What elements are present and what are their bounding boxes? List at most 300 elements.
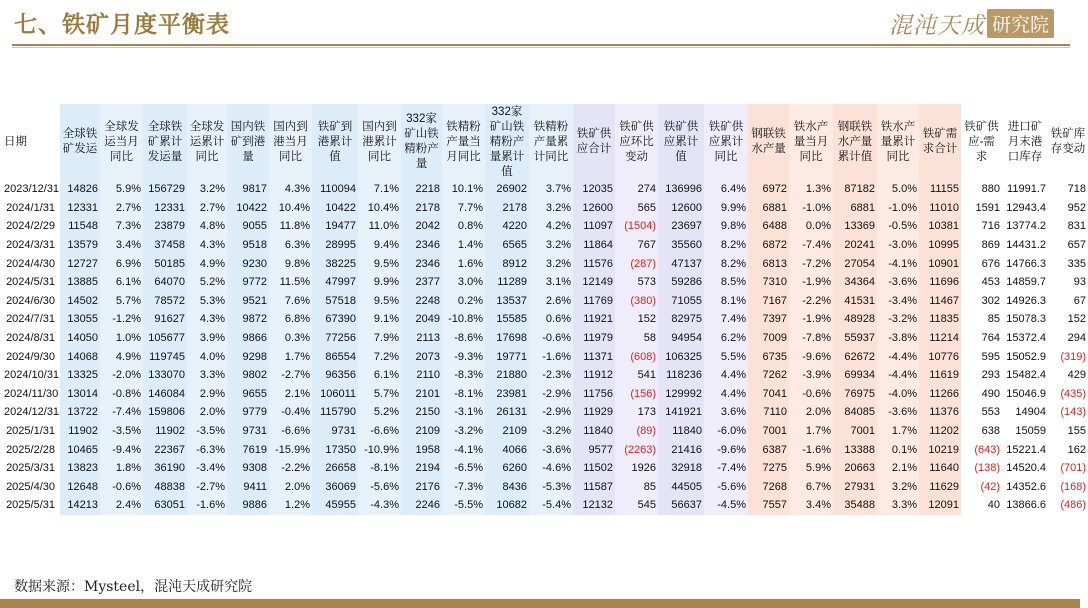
table-cell: 14904 xyxy=(1002,403,1048,422)
table-cell: 141921 xyxy=(658,403,704,422)
table-cell: 3.4% xyxy=(789,496,833,515)
table-cell: 12600 xyxy=(658,199,704,218)
table-cell: 490 xyxy=(961,385,1002,404)
table-cell: (143) xyxy=(1048,403,1088,422)
table-cell: 12331 xyxy=(143,199,187,218)
table-cell: 3.0% xyxy=(442,273,485,292)
table-cell: 9411 xyxy=(227,478,269,497)
table-cell: -4.0% xyxy=(877,385,919,404)
table-cell: -7.4% xyxy=(789,236,833,255)
table-cell: 105677 xyxy=(143,329,187,348)
logo-text: 混沌天成 xyxy=(888,12,985,39)
table-cell: -0.4% xyxy=(269,403,312,422)
table-cell: 15052.9 xyxy=(1002,347,1048,366)
table-cell: 9055 xyxy=(227,217,269,236)
table-cell: 2.1% xyxy=(269,385,312,404)
table-cell: 4.2% xyxy=(529,217,573,236)
table-cell: 9308 xyxy=(227,459,269,478)
table-cell: -6.3% xyxy=(187,440,227,459)
table-cell: -5.4% xyxy=(529,496,573,515)
table-cell: 152 xyxy=(1048,310,1088,329)
table-cell: 7310 xyxy=(748,273,789,292)
table-cell: 118236 xyxy=(658,366,704,385)
balance-table xyxy=(2,104,1088,515)
table-cell: -5.5% xyxy=(442,496,485,515)
table-cell: (168) xyxy=(1048,478,1088,497)
column-header: 332家矿山铁精粉产量累计值 xyxy=(485,104,529,180)
table-cell: 541 xyxy=(615,366,658,385)
table-cell: 2.9% xyxy=(187,385,227,404)
table-cell: -10.9% xyxy=(358,440,401,459)
table-cell: 7268 xyxy=(748,478,789,497)
table-cell: -6.0% xyxy=(704,422,748,441)
table-cell: 17698 xyxy=(485,329,529,348)
table-cell: 50185 xyxy=(143,254,187,273)
table-cell: -1.2% xyxy=(100,310,143,329)
table-cell: 12035 xyxy=(573,180,615,199)
table-cell: 3.2% xyxy=(529,254,573,273)
table-cell: 2049 xyxy=(401,310,442,329)
table-cell: 13722 xyxy=(60,403,100,422)
table-cell: 162 xyxy=(1048,440,1088,459)
table-cell: 0.8% xyxy=(442,217,485,236)
table-cell: 4.3% xyxy=(187,310,227,329)
table-cell: 6.8% xyxy=(269,310,312,329)
table-cell: 7397 xyxy=(748,310,789,329)
table-cell: -6.5% xyxy=(442,459,485,478)
table-cell: 1.2% xyxy=(269,496,312,515)
table-cell: 5.9% xyxy=(789,459,833,478)
table-cell: 63051 xyxy=(143,496,187,515)
table-cell: 1.7% xyxy=(789,422,833,441)
table-row xyxy=(2,385,1088,404)
table-cell: 11266 xyxy=(919,385,961,404)
table-cell: 40 xyxy=(961,496,1002,515)
table-cell: 119745 xyxy=(143,347,187,366)
table-cell: 14050 xyxy=(60,329,100,348)
table-cell: -2.9% xyxy=(529,403,573,422)
row-date: 2024/5/31 xyxy=(2,273,60,292)
table-cell: 12149 xyxy=(573,273,615,292)
table-cell: 11991.7 xyxy=(1002,180,1048,199)
table-row xyxy=(2,440,1088,459)
table-cell: 11902 xyxy=(143,422,187,441)
table-cell: 13369 xyxy=(833,217,877,236)
table-cell: 3.1% xyxy=(529,273,573,292)
table-cell: 23879 xyxy=(143,217,187,236)
table-cell: 2.7% xyxy=(100,199,143,218)
table-cell: -4.1% xyxy=(877,254,919,273)
table-cell: 11214 xyxy=(919,329,961,348)
table-cell: 23981 xyxy=(485,385,529,404)
row-date: 2025/3/31 xyxy=(2,459,60,478)
table-cell: (156) xyxy=(615,385,658,404)
table-cell: 62672 xyxy=(833,347,877,366)
table-cell: 6260 xyxy=(485,459,529,478)
table-cell: 14766.3 xyxy=(1002,254,1048,273)
table-cell: 15046.9 xyxy=(1002,385,1048,404)
table-cell: 20663 xyxy=(833,459,877,478)
table-cell: 4220 xyxy=(485,217,529,236)
table-cell: 10465 xyxy=(60,440,100,459)
table-cell: 3.9% xyxy=(187,329,227,348)
table-cell: -1.6% xyxy=(529,347,573,366)
table-cell: 8.2% xyxy=(704,254,748,273)
table-cell: 294 xyxy=(1048,329,1088,348)
table-cell: 11979 xyxy=(573,329,615,348)
table-cell: 11.8% xyxy=(269,217,312,236)
table-cell: -3.1% xyxy=(442,403,485,422)
table-cell: 15482.4 xyxy=(1002,366,1048,385)
table-cell: 11155 xyxy=(919,180,961,199)
table-cell: 11835 xyxy=(919,310,961,329)
table-cell: 2101 xyxy=(401,385,442,404)
table-cell: 6.9% xyxy=(100,254,143,273)
table-cell: 11640 xyxy=(919,459,961,478)
table-cell: -5.6% xyxy=(704,478,748,497)
table-cell: 11371 xyxy=(573,347,615,366)
table-cell: 35488 xyxy=(833,496,877,515)
column-header: 国内到港累计同比 xyxy=(358,104,401,180)
table-cell: 12132 xyxy=(573,496,615,515)
table-cell: 14068 xyxy=(60,347,100,366)
table-cell: -4.3% xyxy=(358,496,401,515)
table-cell: 9655 xyxy=(227,385,269,404)
table-cell: -7.2% xyxy=(789,254,833,273)
table-cell: 3.6% xyxy=(704,403,748,422)
table-cell: 78572 xyxy=(143,292,187,311)
table-cell: -7.3% xyxy=(442,478,485,497)
table-cell: -3.8% xyxy=(877,329,919,348)
table-cell: 15078.3 xyxy=(1002,310,1048,329)
table-cell: 1591 xyxy=(961,199,1002,218)
table-cell: -2.9% xyxy=(529,385,573,404)
table-cell: 8.1% xyxy=(704,292,748,311)
table-cell: 9872 xyxy=(227,310,269,329)
table-cell: 77256 xyxy=(312,329,358,348)
table-cell: 12091 xyxy=(919,496,961,515)
row-date: 2024/7/31 xyxy=(2,310,60,329)
table-cell: 11840 xyxy=(658,422,704,441)
table-cell: (435) xyxy=(1048,385,1088,404)
table-cell: (380) xyxy=(615,292,658,311)
table-cell: 6.7% xyxy=(789,478,833,497)
table-cell: 5.9% xyxy=(100,180,143,199)
table-cell: 36190 xyxy=(143,459,187,478)
table-cell: 3.2% xyxy=(877,478,919,497)
table-cell: 6.1% xyxy=(358,366,401,385)
row-date: 2025/1/31 xyxy=(2,422,60,441)
table-cell: 9731 xyxy=(312,422,358,441)
table-cell: 12943.4 xyxy=(1002,199,1048,218)
table-cell: -2.3% xyxy=(529,366,573,385)
table-cell: 9817 xyxy=(227,180,269,199)
table-cell: 106011 xyxy=(312,385,358,404)
table-row xyxy=(2,292,1088,311)
table-cell: 45955 xyxy=(312,496,358,515)
table-cell: 55937 xyxy=(833,329,877,348)
table-row xyxy=(2,199,1088,218)
table-cell: 553 xyxy=(961,403,1002,422)
table-cell: -2.0% xyxy=(100,366,143,385)
table-cell: 82975 xyxy=(658,310,704,329)
table-cell: 159806 xyxy=(143,403,187,422)
table-cell: 2.0% xyxy=(789,403,833,422)
table-cell: 9230 xyxy=(227,254,269,273)
table-cell: 11921 xyxy=(573,310,615,329)
table-cell: 67 xyxy=(1048,292,1088,311)
table-cell: 48928 xyxy=(833,310,877,329)
table-cell: 38225 xyxy=(312,254,358,273)
table-cell: 9298 xyxy=(227,347,269,366)
table-cell: 11619 xyxy=(919,366,961,385)
table-cell: 3.4% xyxy=(100,236,143,255)
table-cell: -4.1% xyxy=(442,440,485,459)
table-cell: -4.5% xyxy=(704,496,748,515)
table-cell: 5.7% xyxy=(100,292,143,311)
table-cell: 9866 xyxy=(227,329,269,348)
table-cell: 7009 xyxy=(748,329,789,348)
table-cell: 11467 xyxy=(919,292,961,311)
table-cell: 13823 xyxy=(60,459,100,478)
table-row xyxy=(2,254,1088,273)
table-cell: -2.2% xyxy=(789,292,833,311)
table-cell: 302 xyxy=(961,292,1002,311)
column-header: 铁矿供应合计 xyxy=(573,104,615,180)
table-cell: 13325 xyxy=(60,366,100,385)
table-row xyxy=(2,478,1088,497)
table-cell: 638 xyxy=(961,422,1002,441)
table-cell: 27931 xyxy=(833,478,877,497)
column-header: 铁矿供应环比变动 xyxy=(615,104,658,180)
table-cell: 152 xyxy=(615,310,658,329)
table-cell: 565 xyxy=(615,199,658,218)
table-cell: -3.5% xyxy=(187,422,227,441)
table-cell: (2263) xyxy=(615,440,658,459)
table-cell: 11864 xyxy=(573,236,615,255)
brand-logo xyxy=(889,8,1054,38)
table-cell: 11587 xyxy=(573,478,615,497)
table-cell: -6.6% xyxy=(358,422,401,441)
table-cell: 6813 xyxy=(748,254,789,273)
table-cell: 14859.7 xyxy=(1002,273,1048,292)
table-cell: -7.4% xyxy=(100,403,143,422)
row-date: 2024/1/31 xyxy=(2,199,60,218)
table-cell: 573 xyxy=(615,273,658,292)
table-cell: 7001 xyxy=(833,422,877,441)
table-cell: -2.7% xyxy=(269,366,312,385)
table-cell: 9.5% xyxy=(358,292,401,311)
table-cell: 11289 xyxy=(485,273,529,292)
table-cell: 9518 xyxy=(227,236,269,255)
table-cell: 1.6% xyxy=(442,254,485,273)
table-cell: 129992 xyxy=(658,385,704,404)
table-cell: 13537 xyxy=(485,292,529,311)
table-cell: 14352.6 xyxy=(1002,478,1048,497)
table-cell: 7167 xyxy=(748,292,789,311)
table-cell: 11097 xyxy=(573,217,615,236)
table-cell: -3.6% xyxy=(529,440,573,459)
table-cell: (643) xyxy=(961,440,1002,459)
table-cell: 47137 xyxy=(658,254,704,273)
column-header: 332家矿山铁精粉产量 xyxy=(401,104,442,180)
table-cell: 335 xyxy=(1048,254,1088,273)
table-cell: 15221.4 xyxy=(1002,440,1048,459)
table-cell: 67390 xyxy=(312,310,358,329)
table-row xyxy=(2,236,1088,255)
table-row xyxy=(2,217,1088,236)
table-row xyxy=(2,347,1088,366)
table-cell: -1.0% xyxy=(789,199,833,218)
table-cell: 87182 xyxy=(833,180,877,199)
column-header: 全球发运当月同比 xyxy=(100,104,143,180)
table-cell: 5.5% xyxy=(704,347,748,366)
table-cell: -3.6% xyxy=(877,403,919,422)
table-cell: 11376 xyxy=(919,403,961,422)
table-cell: 11548 xyxy=(60,217,100,236)
table-cell: 15585 xyxy=(485,310,529,329)
table-cell: 1.0% xyxy=(100,329,143,348)
table-cell: 5.7% xyxy=(358,385,401,404)
table-cell: 8912 xyxy=(485,254,529,273)
table-cell: 9.9% xyxy=(358,273,401,292)
table-cell: 2248 xyxy=(401,292,442,311)
table-cell: (486) xyxy=(1048,496,1088,515)
table-cell: 9577 xyxy=(573,440,615,459)
table-cell: 7.6% xyxy=(269,292,312,311)
table-cell: 6972 xyxy=(748,180,789,199)
table-cell: -7.4% xyxy=(704,459,748,478)
table-cell: 7.3% xyxy=(100,217,143,236)
table-cell: 12600 xyxy=(573,199,615,218)
table-cell: 110094 xyxy=(312,180,358,199)
row-date: 2024/6/30 xyxy=(2,292,60,311)
table-cell: -0.6% xyxy=(100,478,143,497)
table-cell: 11929 xyxy=(573,403,615,422)
table-cell: 4.3% xyxy=(269,180,312,199)
column-header: 铁精粉产量累计同比 xyxy=(529,104,573,180)
table-cell: 4.9% xyxy=(187,254,227,273)
table-cell: -15.9% xyxy=(269,440,312,459)
table-cell: 64070 xyxy=(143,273,187,292)
column-header: 全球铁矿累计发运量 xyxy=(143,104,187,180)
table-cell: 59286 xyxy=(658,273,704,292)
table-cell: 2109 xyxy=(485,422,529,441)
table-cell: 429 xyxy=(1048,366,1088,385)
table-cell: 4.8% xyxy=(187,217,227,236)
table-cell: 2.0% xyxy=(269,478,312,497)
table-cell: 17350 xyxy=(312,440,358,459)
table-cell: 7.7% xyxy=(442,199,485,218)
table-cell: 146084 xyxy=(143,385,187,404)
table-cell: 156729 xyxy=(143,180,187,199)
table-cell: 7557 xyxy=(748,496,789,515)
table-cell: 6488 xyxy=(748,217,789,236)
table-cell: 34364 xyxy=(833,273,877,292)
footer-bar xyxy=(0,599,1080,608)
column-header: 铁水产量累计同比 xyxy=(877,104,919,180)
table-cell: 11696 xyxy=(919,273,961,292)
table-cell: 764 xyxy=(961,329,1002,348)
table-cell: -9.4% xyxy=(100,440,143,459)
table-cell: -10.8% xyxy=(442,310,485,329)
table-cell: 5.0% xyxy=(877,180,919,199)
table-cell: 173 xyxy=(615,403,658,422)
table-cell: 12727 xyxy=(60,254,100,273)
column-header: 铁矿库存变动 xyxy=(1048,104,1088,180)
table-cell: -4.4% xyxy=(877,366,919,385)
table-cell: 26658 xyxy=(312,459,358,478)
table-cell: 6872 xyxy=(748,236,789,255)
table-cell: 3.2% xyxy=(187,180,227,199)
table-cell: -4.6% xyxy=(529,459,573,478)
table-cell: 106325 xyxy=(658,347,704,366)
table-cell: 22367 xyxy=(143,440,187,459)
table-cell: (138) xyxy=(961,459,1002,478)
table-cell: 9.8% xyxy=(269,254,312,273)
table-cell: -3.2% xyxy=(442,422,485,441)
table-cell: 9.5% xyxy=(358,254,401,273)
table-cell: 0.3% xyxy=(269,329,312,348)
table-cell: 6387 xyxy=(748,440,789,459)
table-cell: -9.6% xyxy=(704,440,748,459)
table-cell: 9521 xyxy=(227,292,269,311)
table-cell: 4.4% xyxy=(704,385,748,404)
table-cell: 1.7% xyxy=(269,347,312,366)
table-row xyxy=(2,310,1088,329)
table-cell: 274 xyxy=(615,180,658,199)
table-cell: 2.4% xyxy=(100,496,143,515)
table-cell: -5.3% xyxy=(529,478,573,497)
row-date: 2024/3/31 xyxy=(2,236,60,255)
table-cell: 11629 xyxy=(919,478,961,497)
table-cell: -3.5% xyxy=(100,422,143,441)
table-cell: (89) xyxy=(615,422,658,441)
row-date: 2025/5/31 xyxy=(2,496,60,515)
table-cell: 84085 xyxy=(833,403,877,422)
table-cell: 8436 xyxy=(485,478,529,497)
table-cell: 869 xyxy=(961,236,1002,255)
table-cell: 14926.3 xyxy=(1002,292,1048,311)
table-cell: 9802 xyxy=(227,366,269,385)
table-cell: 7.1% xyxy=(358,180,401,199)
table-cell: (319) xyxy=(1048,347,1088,366)
table-cell: 37458 xyxy=(143,236,187,255)
table-row xyxy=(2,496,1088,515)
table-cell: 1.8% xyxy=(100,459,143,478)
table-cell: 7001 xyxy=(748,422,789,441)
table-cell: 14520.4 xyxy=(1002,459,1048,478)
table-cell: 6881 xyxy=(833,199,877,218)
table-cell: 880 xyxy=(961,180,1002,199)
logo-badge: 研究院 xyxy=(987,9,1054,38)
table-cell: 2150 xyxy=(401,403,442,422)
table-cell: 716 xyxy=(961,217,1002,236)
table-cell: 13579 xyxy=(60,236,100,255)
table-cell: 13885 xyxy=(60,273,100,292)
table-cell: -1.0% xyxy=(877,199,919,218)
table-cell: 6565 xyxy=(485,236,529,255)
table-cell: 9731 xyxy=(227,422,269,441)
table-row xyxy=(2,329,1088,348)
table-cell: 155 xyxy=(1048,422,1088,441)
table-cell: 0.0% xyxy=(789,217,833,236)
table-cell: 2109 xyxy=(401,422,442,441)
header-rule xyxy=(12,44,1070,46)
table-cell: 13014 xyxy=(60,385,100,404)
table-cell: 4066 xyxy=(485,440,529,459)
table-cell: 41531 xyxy=(833,292,877,311)
